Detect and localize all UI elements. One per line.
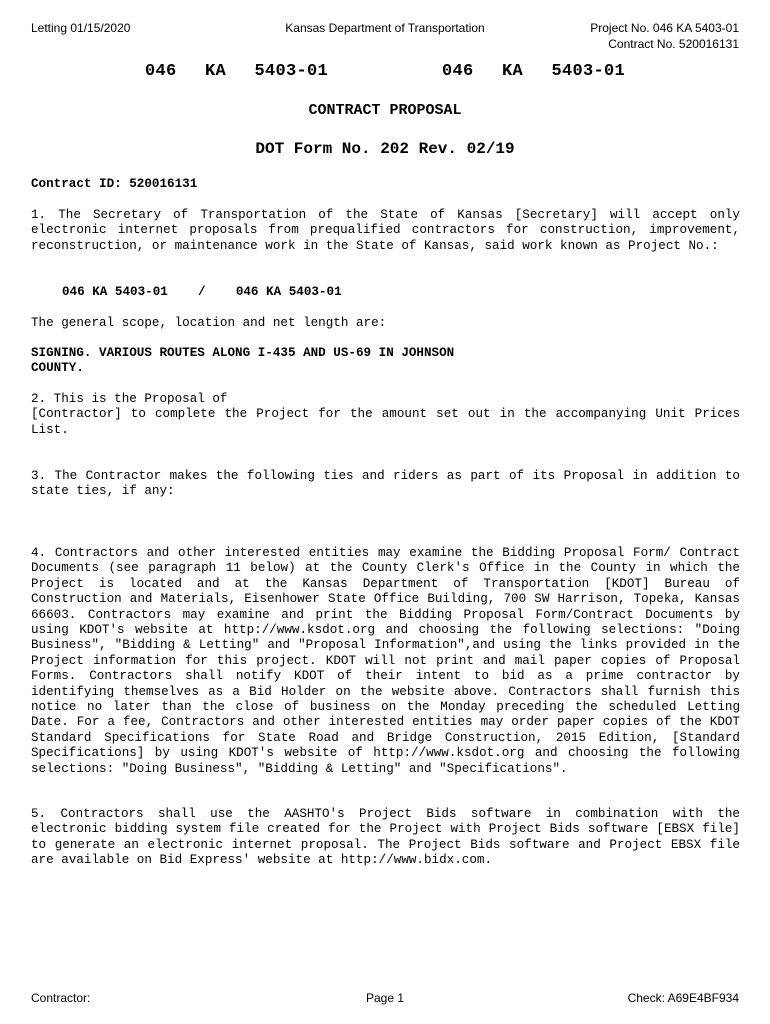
paragraph-2 xyxy=(31,392,740,438)
document-title: CONTRACT PROPOSAL xyxy=(308,102,462,119)
paragraph-3: 3. The Contractor makes the following ties and riders as part of its Proposal in addition to state ties, if any: xyxy=(31,469,740,499)
contract-number: Contract No. 520016131 xyxy=(608,37,739,51)
scope-intro: The general scope, location and net length are: xyxy=(31,316,387,330)
paragraph-2-rest: [Contractor] to complete the Project for the amount set out in the accompanying Unit Prices List. xyxy=(31,407,740,437)
form-number: DOT Form No. 202 Rev. 02/19 xyxy=(255,140,515,158)
header-right xyxy=(590,20,739,52)
paragraph-4: 4. Contractors and other interested entities may examine the Bidding Proposal Form/ Contract Documents (see paragraph 11 below) at the County Clerk's Office in the County in which the Project is located and at the Kansas Department of Transportation [KDOT] Bureau of Construction and Materials, Eisenhower State Office Building, 700 SW Harrison, Topeka, Kansas 66603. Contractors may examine and print the Bidding Proposal Form/Contract Documents by using KDOT's website at http://www.ksdot.org and choosing the following selections: "Doing Business", "Bidding & Letting" and "Proposal Information",and using the links provided in the Project information for this project. KDOT will not print and mail paper copies of Proposal Forms. Contractors shall notify KDOT of their intent to bid as a prime contractor by identifying themselves as a Bid Holder on the website above. Contractors shall furnish this notice no later than the close of business on the Monday preceding the scheduled Letting Date. For a fee, Contractors and other interested entities may order paper copies of the KDOT Standard Specifications for State Road and Bridge Construction, 2015 Edition, [Standard Specifications] by using KDOT's website of http://www.ksdot.org and choosing the following selections: "Doing Business", "Bidding & Letting" and "Specifications". xyxy=(31,546,740,776)
project-numbers: 046 KA 5403-01 / 046 KA 5403-01 xyxy=(62,285,342,299)
scope-line-1: SIGNING. VARIOUS ROUTES ALONG I-435 AND US-69 IN JOHNSON xyxy=(31,346,455,360)
check-code: Check: A69E4BF934 xyxy=(627,991,739,1005)
letting-date: Letting 01/15/2020 xyxy=(31,21,131,35)
paragraph-1: 1. The Secretary of Transportation of the State of Kansas [Secretary] will accept only electronic internet proposals from prequalified contractors for construction, improvement, reconstruction, or maintenance work in the State of Kansas, said work known as Project No.: xyxy=(31,208,740,253)
paragraph-5: 5. Contractors shall use the AASHTO's Project Bids software in combination with the electronic bidding system file created for the Project with Project Bids software [EBSX file] to generate an electronic internet proposal. The Project Bids software and Project EBSX file are available on Bid Express' website at http://www.bidx.com. xyxy=(31,807,740,868)
page-number: Page 1 xyxy=(365,991,405,1005)
project-number: Project No. 046 KA 5403-01 xyxy=(590,21,739,35)
scope-description xyxy=(31,346,740,377)
project-title-line: 046 KA 5403-01 046 KA 5403-01 xyxy=(144,62,626,81)
contractor-label: Contractor: xyxy=(31,991,91,1005)
contract-id: Contract ID: 520016131 xyxy=(31,177,198,191)
agency-name: Kansas Department of Transportation xyxy=(285,21,485,35)
scope-line-2: COUNTY. xyxy=(31,361,84,376)
paragraph-2-line-1: 2. This is the Proposal of xyxy=(31,392,228,406)
